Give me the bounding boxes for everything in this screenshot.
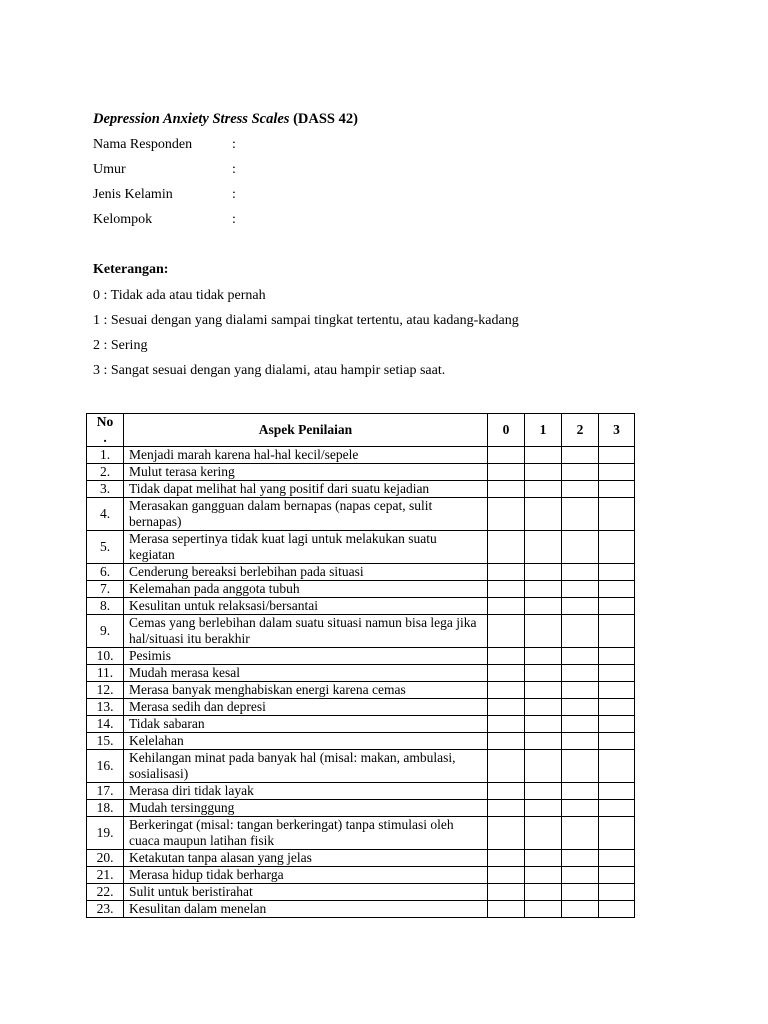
row-number: 16. — [87, 750, 124, 783]
header-score-2: 2 — [562, 414, 599, 447]
score-cell-0[interactable] — [488, 817, 525, 850]
score-cell-2[interactable] — [562, 615, 599, 648]
legend-line-0: 0 : Tidak ada atau tidak pernah — [93, 288, 266, 303]
field-colon: : — [232, 137, 236, 152]
score-cell-0[interactable] — [488, 498, 525, 531]
table-row — [87, 817, 635, 850]
score-cell-0[interactable] — [488, 581, 525, 598]
score-cell-3[interactable] — [599, 648, 635, 665]
row-statement: Kesulitan untuk relaksasi/bersantai — [124, 598, 488, 615]
row-statement: Tidak sabaran — [124, 716, 488, 733]
score-cell-2[interactable] — [562, 733, 599, 750]
field-colon: : — [232, 212, 236, 227]
header-aspek: Aspek Penilaian — [124, 414, 488, 447]
row-number: 8. — [87, 598, 124, 615]
score-cell-2[interactable] — [562, 682, 599, 699]
legend-line-2: 2 : Sering — [93, 338, 148, 353]
score-cell-3[interactable] — [599, 581, 635, 598]
row-statement: Merasa hidup tidak berharga — [124, 867, 488, 884]
row-number: 15. — [87, 733, 124, 750]
table-row — [87, 531, 635, 564]
table-row — [87, 615, 635, 648]
score-cell-1[interactable] — [525, 850, 562, 867]
table-row — [87, 733, 635, 750]
row-statement: Merasa sedih dan depresi — [124, 699, 488, 716]
row-number: 6. — [87, 564, 124, 581]
score-cell-2[interactable] — [562, 598, 599, 615]
row-number: 14. — [87, 716, 124, 733]
score-cell-3[interactable] — [599, 464, 635, 481]
score-cell-0[interactable] — [488, 750, 525, 783]
score-cell-3[interactable] — [599, 598, 635, 615]
score-cell-1[interactable] — [525, 733, 562, 750]
field-label: Nama Responden — [93, 137, 193, 152]
row-statement: Mulut terasa kering — [124, 464, 488, 481]
row-number: 3. — [87, 481, 124, 498]
score-cell-0[interactable] — [488, 850, 525, 867]
row-statement: Kehilangan minat pada banyak hal (misal: makan, ambulasi, sosialisasi) — [124, 750, 488, 783]
table-row — [87, 884, 635, 901]
row-statement: Berkeringat (misal: tangan berkeringat) tanpa stimulasi oleh cuaca maupun latihan fisik — [124, 817, 488, 850]
score-cell-3[interactable] — [599, 665, 635, 682]
row-number: 1. — [87, 447, 124, 464]
score-cell-2[interactable] — [562, 750, 599, 783]
row-number: 17. — [87, 783, 124, 800]
score-cell-0[interactable] — [488, 800, 525, 817]
field-jenis-kelamin — [93, 186, 236, 204]
score-cell-1[interactable] — [525, 648, 562, 665]
table-row — [87, 598, 635, 615]
row-statement: Merasakan gangguan dalam bernapas (napas cepat, sulit bernapas) — [124, 498, 488, 531]
row-number: 11. — [87, 665, 124, 682]
field-nama-responden — [93, 136, 236, 154]
row-statement: Pesimis — [124, 648, 488, 665]
score-cell-3[interactable] — [599, 531, 635, 564]
score-cell-0[interactable] — [488, 598, 525, 615]
row-statement: Menjadi marah karena hal-hal kecil/sepele — [124, 447, 488, 464]
table-row — [87, 901, 635, 918]
row-number: 13. — [87, 699, 124, 716]
score-cell-3[interactable] — [599, 716, 635, 733]
score-cell-1[interactable] — [525, 464, 562, 481]
table-row — [87, 498, 635, 531]
score-cell-3[interactable] — [599, 783, 635, 800]
score-cell-3[interactable] — [599, 750, 635, 783]
score-cell-0[interactable] — [488, 564, 525, 581]
score-cell-0[interactable] — [488, 783, 525, 800]
score-cell-3[interactable] — [599, 481, 635, 498]
table-row — [87, 581, 635, 598]
score-cell-2[interactable] — [562, 581, 599, 598]
score-cell-1[interactable] — [525, 682, 562, 699]
score-cell-1[interactable] — [525, 581, 562, 598]
score-cell-2[interactable] — [562, 481, 599, 498]
score-cell-1[interactable] — [525, 665, 562, 682]
score-cell-0[interactable] — [488, 733, 525, 750]
score-cell-2[interactable] — [562, 464, 599, 481]
score-cell-2[interactable] — [562, 716, 599, 733]
score-cell-2[interactable] — [562, 699, 599, 716]
row-number: 2. — [87, 464, 124, 481]
row-statement: Merasa sepertinya tidak kuat lagi untuk melakukan suatu kegiatan — [124, 531, 488, 564]
row-statement: Cenderung bereaksi berlebihan pada situasi — [124, 564, 488, 581]
header-score-0: 0 — [488, 414, 525, 447]
score-cell-1[interactable] — [525, 716, 562, 733]
row-number: 21. — [87, 867, 124, 884]
table-row — [87, 750, 635, 783]
table-row — [87, 447, 635, 464]
row-statement: Sulit untuk beristirahat — [124, 884, 488, 901]
score-cell-3[interactable] — [599, 498, 635, 531]
score-cell-0[interactable] — [488, 447, 525, 464]
keterangan-heading: Keterangan: — [93, 262, 169, 277]
header-score-1: 1 — [525, 414, 562, 447]
score-cell-3[interactable] — [599, 850, 635, 867]
score-cell-2[interactable] — [562, 531, 599, 564]
row-number: 4. — [87, 498, 124, 531]
dass-table — [86, 413, 635, 918]
field-colon: : — [232, 187, 236, 202]
table-row — [87, 699, 635, 716]
row-statement: Merasa banyak menghabiskan energi karena cemas — [124, 682, 488, 699]
table-body — [87, 447, 635, 918]
score-cell-1[interactable] — [525, 750, 562, 783]
score-cell-3[interactable] — [599, 564, 635, 581]
row-number: 22. — [87, 884, 124, 901]
row-number: 19. — [87, 817, 124, 850]
score-cell-3[interactable] — [599, 901, 635, 918]
row-statement: Merasa diri tidak layak — [124, 783, 488, 800]
table-row — [87, 648, 635, 665]
score-cell-2[interactable] — [562, 901, 599, 918]
table-row — [87, 716, 635, 733]
row-statement: Cemas yang berlebihan dalam suatu situasi namun bisa lega jika hal/situasi itu berakhir — [124, 615, 488, 648]
row-number: 5. — [87, 531, 124, 564]
score-cell-1[interactable] — [525, 598, 562, 615]
score-cell-3[interactable] — [599, 867, 635, 884]
row-statement: Tidak dapat melihat hal yang positif dari suatu kejadian — [124, 481, 488, 498]
score-cell-3[interactable] — [599, 800, 635, 817]
row-number: 7. — [87, 581, 124, 598]
row-number: 10. — [87, 648, 124, 665]
score-cell-0[interactable] — [488, 699, 525, 716]
form-title — [93, 111, 358, 128]
score-cell-1[interactable] — [525, 447, 562, 464]
score-cell-0[interactable] — [488, 531, 525, 564]
score-cell-1[interactable] — [525, 498, 562, 531]
score-cell-3[interactable] — [599, 682, 635, 699]
score-cell-1[interactable] — [525, 481, 562, 498]
score-cell-0[interactable] — [488, 615, 525, 648]
score-cell-3[interactable] — [599, 733, 635, 750]
table-row — [87, 665, 635, 682]
score-cell-0[interactable] — [488, 716, 525, 733]
legend-line-1: 1 : Sesuai dengan yang dialami sampai tingkat tertentu, atau kadang-kadang — [93, 313, 519, 328]
table-row — [87, 564, 635, 581]
score-cell-3[interactable] — [599, 447, 635, 464]
table-row — [87, 464, 635, 481]
score-cell-2[interactable] — [562, 564, 599, 581]
score-cell-2[interactable] — [562, 447, 599, 464]
score-cell-2[interactable] — [562, 498, 599, 531]
field-label: Kelompok — [93, 212, 153, 227]
legend-line-3: 3 : Sangat sesuai dengan yang dialami, atau hampir setiap saat. — [93, 363, 446, 378]
score-cell-2[interactable] — [562, 817, 599, 850]
score-cell-1[interactable] — [525, 867, 562, 884]
score-cell-0[interactable] — [488, 464, 525, 481]
field-umur — [93, 161, 236, 179]
row-number: 23. — [87, 901, 124, 918]
row-statement: Ketakutan tanpa alasan yang jelas — [124, 850, 488, 867]
form-title-suffix: (DASS 42) — [289, 111, 358, 127]
field-colon: : — [232, 162, 236, 177]
table-header-row — [87, 414, 635, 447]
table-row — [87, 800, 635, 817]
score-cell-2[interactable] — [562, 867, 599, 884]
score-cell-0[interactable] — [488, 867, 525, 884]
score-cell-1[interactable] — [525, 615, 562, 648]
score-cell-1[interactable] — [525, 564, 562, 581]
score-cell-0[interactable] — [488, 884, 525, 901]
row-statement: Kesulitan dalam menelan — [124, 901, 488, 918]
score-cell-2[interactable] — [562, 800, 599, 817]
score-cell-2[interactable] — [562, 884, 599, 901]
row-number: 18. — [87, 800, 124, 817]
row-statement: Kelelahan — [124, 733, 488, 750]
score-cell-2[interactable] — [562, 850, 599, 867]
score-cell-0[interactable] — [488, 481, 525, 498]
score-cell-3[interactable] — [599, 884, 635, 901]
score-cell-0[interactable] — [488, 665, 525, 682]
table-row — [87, 783, 635, 800]
score-cell-0[interactable] — [488, 901, 525, 918]
field-label: Jenis Kelamin — [93, 187, 173, 202]
table-row — [87, 850, 635, 867]
row-number: 12. — [87, 682, 124, 699]
field-kelompok — [93, 211, 236, 229]
header-score-3: 3 — [599, 414, 635, 447]
row-statement: Mudah merasa kesal — [124, 665, 488, 682]
table-row — [87, 682, 635, 699]
header-no: No . — [87, 414, 124, 447]
score-cell-3[interactable] — [599, 817, 635, 850]
score-cell-1[interactable] — [525, 531, 562, 564]
table-row — [87, 867, 635, 884]
row-number: 9. — [87, 615, 124, 648]
score-cell-1[interactable] — [525, 800, 562, 817]
row-statement: Kelemahan pada anggota tubuh — [124, 581, 488, 598]
score-cell-0[interactable] — [488, 648, 525, 665]
score-cell-2[interactable] — [562, 648, 599, 665]
score-cell-1[interactable] — [525, 699, 562, 716]
score-cell-3[interactable] — [599, 699, 635, 716]
score-cell-0[interactable] — [488, 682, 525, 699]
score-cell-2[interactable] — [562, 665, 599, 682]
score-cell-1[interactable] — [525, 783, 562, 800]
row-statement: Mudah tersinggung — [124, 800, 488, 817]
row-number: 20. — [87, 850, 124, 867]
score-cell-3[interactable] — [599, 615, 635, 648]
score-cell-1[interactable] — [525, 884, 562, 901]
field-label: Umur — [93, 162, 126, 177]
table-row — [87, 481, 635, 498]
score-cell-1[interactable] — [525, 817, 562, 850]
form-title-italic: Depression Anxiety Stress Scales — [93, 111, 290, 127]
score-cell-1[interactable] — [525, 901, 562, 918]
score-cell-2[interactable] — [562, 783, 599, 800]
